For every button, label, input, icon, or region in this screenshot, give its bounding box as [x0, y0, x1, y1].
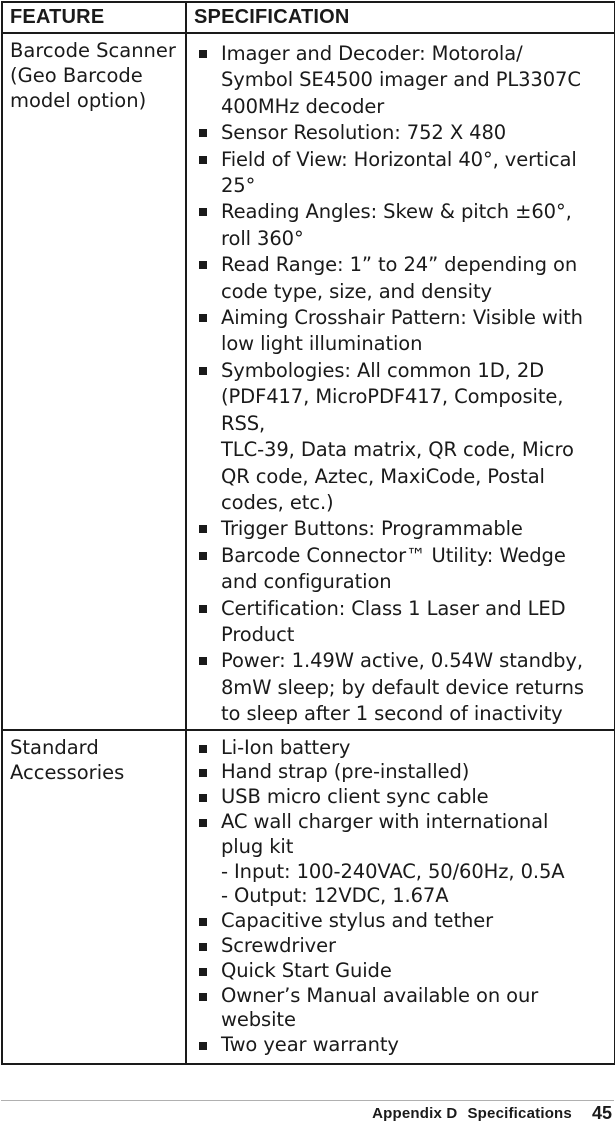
spec-item: Quick Start Guide: [188, 959, 613, 984]
square-bullet-icon: [199, 552, 207, 560]
spec-item: AC wall charger with international plug kit - Input: 100-240VAC, 50/60Hz, 0.5A - Output: 12VDC, 1.67A: [188, 810, 613, 909]
spec-item: Read Range: 1” to 24” depending on code type, size, and density: [188, 252, 613, 305]
specification-column-header: SPECIFICATION: [186, 2, 615, 33]
table-row-standard-accessories: [2, 730, 615, 1064]
spec-item: USB micro client sync cable: [188, 785, 613, 810]
square-bullet-icon: [199, 208, 207, 216]
square-bullet-icon: [199, 1042, 207, 1050]
spec-item: Field of View: Horizontal 40°, vertical 25°: [188, 147, 613, 200]
spec-item: Reading Angles: Skew & pitch ±60°, roll 360°: [188, 199, 613, 252]
specification-cell: [186, 730, 615, 1064]
square-bullet-icon: [199, 367, 207, 375]
table-header-row: [2, 2, 615, 33]
square-bullet-icon: [199, 314, 207, 322]
page-footer: [372, 1101, 612, 1126]
spec-list-barcode: [188, 35, 613, 728]
square-bullet-icon: [199, 745, 207, 753]
feature-cell: Barcode Scanner (Geo Barcode model option): [2, 33, 186, 730]
spec-item: Power: 1.49W active, 0.54W standby, 8mW sleep; by default device returns to sleep after 1 second of inactivity: [188, 648, 613, 727]
square-bullet-icon: [199, 794, 207, 802]
square-bullet-icon: [199, 918, 207, 926]
square-bullet-icon: [199, 525, 207, 533]
table-row-barcode-scanner: [2, 33, 615, 730]
square-bullet-icon: [199, 261, 207, 269]
square-bullet-icon: [199, 129, 207, 137]
square-bullet-icon: [199, 50, 207, 58]
footer-section-title: Specifications: [467, 1105, 572, 1122]
spec-item: Symbologies: All common 1D, 2D (PDF417, MicroPDF417, Composite, RSS, TLC-39, Data matrix, QR code, Micro QR code, Aztec, MaxiCode, Postal codes, etc.): [188, 358, 613, 516]
spec-list-accessories: [188, 732, 613, 1062]
spec-item: Trigger Buttons: Programmable: [188, 516, 613, 542]
spec-item: Capacitive stylus and tether: [188, 909, 613, 934]
spec-item: Li-Ion battery: [188, 736, 613, 761]
page-number: 45: [591, 1103, 612, 1123]
square-bullet-icon: [199, 156, 207, 164]
spec-item: Screwdriver: [188, 934, 613, 959]
footer-section-label: [372, 1105, 572, 1122]
spec-item: Imager and Decoder: Motorola/ Symbol SE4500 imager and PL3307C 400MHz decoder: [188, 41, 613, 120]
spec-item: Owner’s Manual available on our website: [188, 984, 613, 1034]
spec-item: Hand strap (pre-installed): [188, 760, 613, 785]
specification-table: [1, 1, 615, 1065]
spec-item: Certification: Class 1 Laser and LED Product: [188, 596, 613, 649]
square-bullet-icon: [199, 605, 207, 613]
feature-column-header: FEATURE: [2, 2, 186, 33]
square-bullet-icon: [199, 968, 207, 976]
square-bullet-icon: [199, 769, 207, 777]
spec-item: Aiming Crosshair Pattern: Visible with low light illumination: [188, 305, 613, 358]
square-bullet-icon: [199, 993, 207, 1001]
specification-cell: [186, 33, 615, 730]
spec-item: Sensor Resolution: 752 X 480: [188, 120, 613, 146]
feature-cell: Standard Accessories: [2, 730, 186, 1064]
square-bullet-icon: [199, 819, 207, 827]
spec-item: Two year warranty: [188, 1033, 613, 1058]
spec-item: Barcode Connector™ Utility: Wedge and configuration: [188, 543, 613, 596]
footer-appendix: Appendix D: [372, 1105, 458, 1122]
square-bullet-icon: [199, 943, 207, 951]
square-bullet-icon: [199, 657, 207, 665]
